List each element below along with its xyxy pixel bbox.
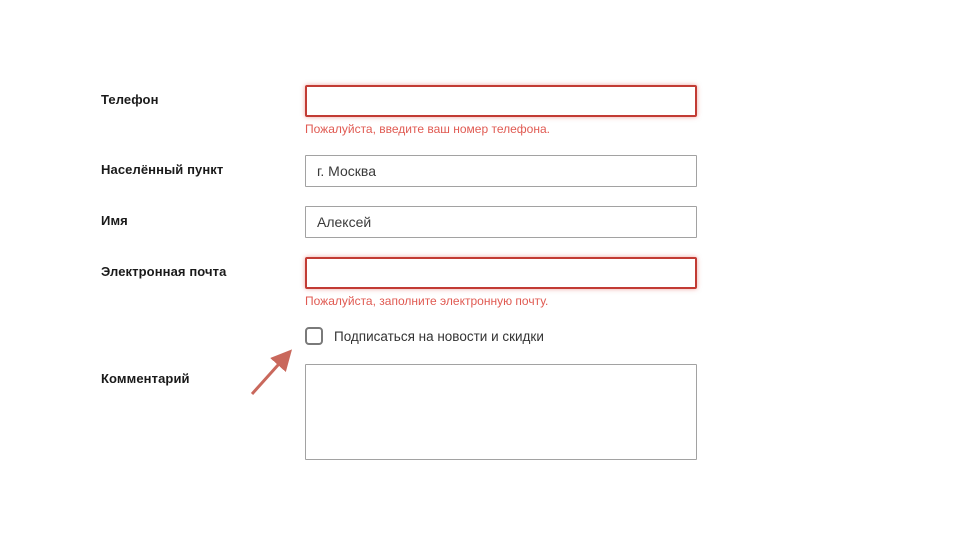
form-row-city: [101, 155, 697, 187]
name-label: Имя: [101, 213, 128, 228]
name-input[interactable]: [305, 206, 697, 238]
form-row-name: [101, 206, 697, 238]
phone-input[interactable]: [305, 85, 697, 117]
subscribe-checkbox[interactable]: [305, 327, 323, 345]
contact-form: [101, 85, 697, 479]
form-row-comment: [101, 364, 697, 460]
form-row-phone: [101, 85, 697, 136]
email-input[interactable]: [305, 257, 697, 289]
comment-label: Комментарий: [101, 371, 190, 386]
phone-error-message: Пожалуйста, введите ваш номер телефона.: [305, 122, 550, 136]
comment-textarea[interactable]: [305, 364, 697, 460]
subscribe-checkbox-label[interactable]: Подписаться на новости и скидки: [334, 328, 544, 344]
city-label: Населённый пункт: [101, 162, 224, 177]
city-input[interactable]: [305, 155, 697, 187]
form-row-subscribe: [305, 327, 697, 345]
email-error-message: Пожалуйста, заполните электронную почту.: [305, 294, 549, 308]
form-row-email: [101, 257, 697, 308]
email-label: Электронная почта: [101, 264, 227, 279]
phone-label: Телефон: [101, 92, 159, 107]
